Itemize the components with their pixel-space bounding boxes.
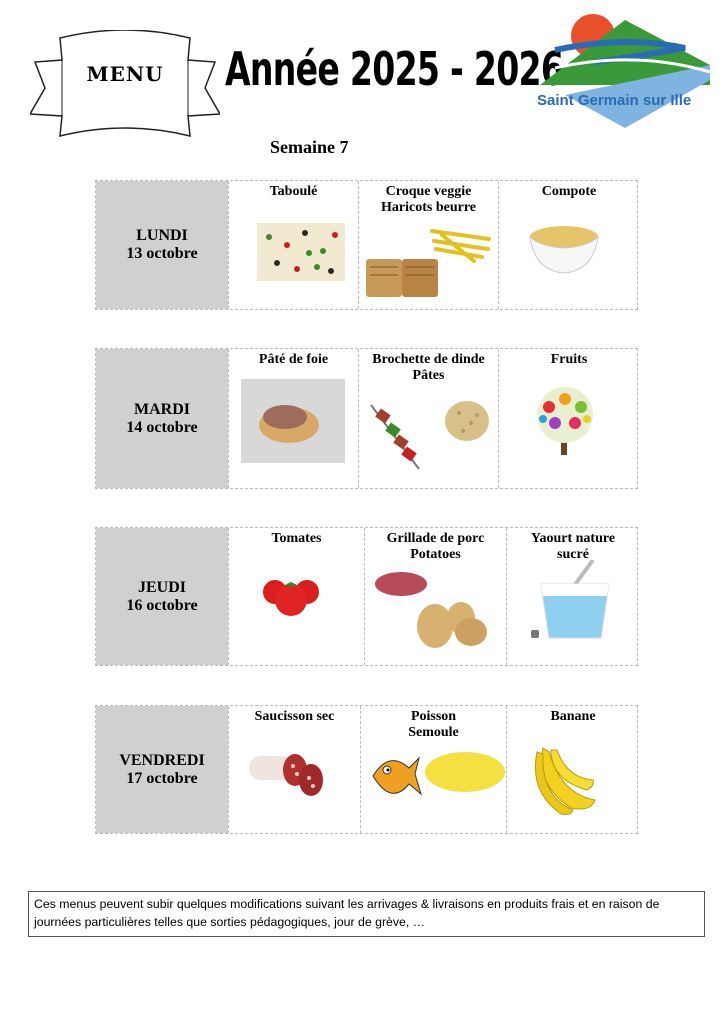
day-block-jeudi (95, 527, 638, 666)
dish-cell (364, 528, 506, 665)
dish-cell (228, 181, 358, 309)
dish-label: Pâté de foie (258, 352, 329, 367)
dish-cell (228, 706, 360, 833)
saucisson-icon (247, 750, 331, 802)
dish-label: Yaourt nature sucré (530, 531, 616, 562)
dish-cell (506, 706, 639, 833)
day-date: 13 octobre (126, 245, 198, 262)
dish-label: Banane (550, 709, 596, 724)
dish-cell (498, 181, 639, 309)
logo-text: Saint Germain sur Ille (537, 92, 692, 109)
day-date: 14 octobre (126, 418, 198, 436)
menu-label: MENU (86, 62, 164, 86)
day-header (96, 181, 228, 309)
croque-and-beans-icon (364, 221, 494, 303)
dish-label: Poisson Semoule (408, 709, 459, 740)
dish-cell (228, 528, 364, 665)
day-name: JEUDI (137, 578, 186, 596)
town-logo (535, 10, 715, 130)
fruit-tree-icon (527, 385, 603, 469)
day-name: MARDI (134, 400, 190, 418)
dish-label: Taboulé (269, 184, 318, 199)
day-date: 17 octobre (126, 769, 198, 787)
day-block-mardi (95, 348, 638, 489)
day-block-lundi (95, 180, 638, 310)
menu-banner (30, 30, 220, 145)
tabbouleh-icon (257, 223, 345, 281)
year-title (225, 42, 564, 122)
dish-label: Grillade de porc Potatoes (386, 531, 485, 562)
day-name: LUNDI (136, 227, 188, 244)
disclaimer-note: Ces menus peuvent subir quelques modifications suivant les arrivages & livraisons en produits frais et en raison de journées particulières telles que sorties pédagogiques, jour de grève, … (28, 891, 705, 937)
dish-label: Tomates (271, 531, 322, 546)
fish-and-semolina-icon (369, 744, 509, 816)
dish-cell (360, 706, 506, 833)
dish-label: Compote (541, 184, 597, 199)
dish-label: Fruits (550, 352, 588, 367)
dish-cell (228, 349, 358, 488)
year-title-text: Année 2025 - 2026 (225, 42, 564, 96)
yogurt-cup-icon (527, 560, 627, 646)
day-header (96, 349, 228, 488)
dish-cell (498, 349, 639, 488)
bananas-icon (531, 744, 601, 818)
day-block-vendredi (95, 705, 638, 834)
dish-cell (506, 528, 639, 665)
dish-label: Saucisson sec (254, 709, 335, 724)
pork-and-potatoes-icon (375, 568, 495, 650)
dish-label: Croque veggie Haricots beurre (381, 184, 476, 215)
day-header (96, 528, 228, 665)
skewer-and-pasta-icon (367, 393, 497, 475)
week-title: Semaine 7 (270, 137, 349, 157)
dish-cell (358, 349, 498, 488)
tomatoes-icon (261, 572, 323, 618)
dish-cell (358, 181, 498, 309)
day-date: 16 octobre (126, 596, 198, 614)
dish-label: Brochette de dinde Pâtes (372, 352, 485, 383)
day-name: VENDREDI (119, 751, 205, 769)
day-header (96, 706, 228, 833)
pate-toast-icon (241, 379, 345, 463)
compote-bowl-icon (527, 221, 601, 276)
